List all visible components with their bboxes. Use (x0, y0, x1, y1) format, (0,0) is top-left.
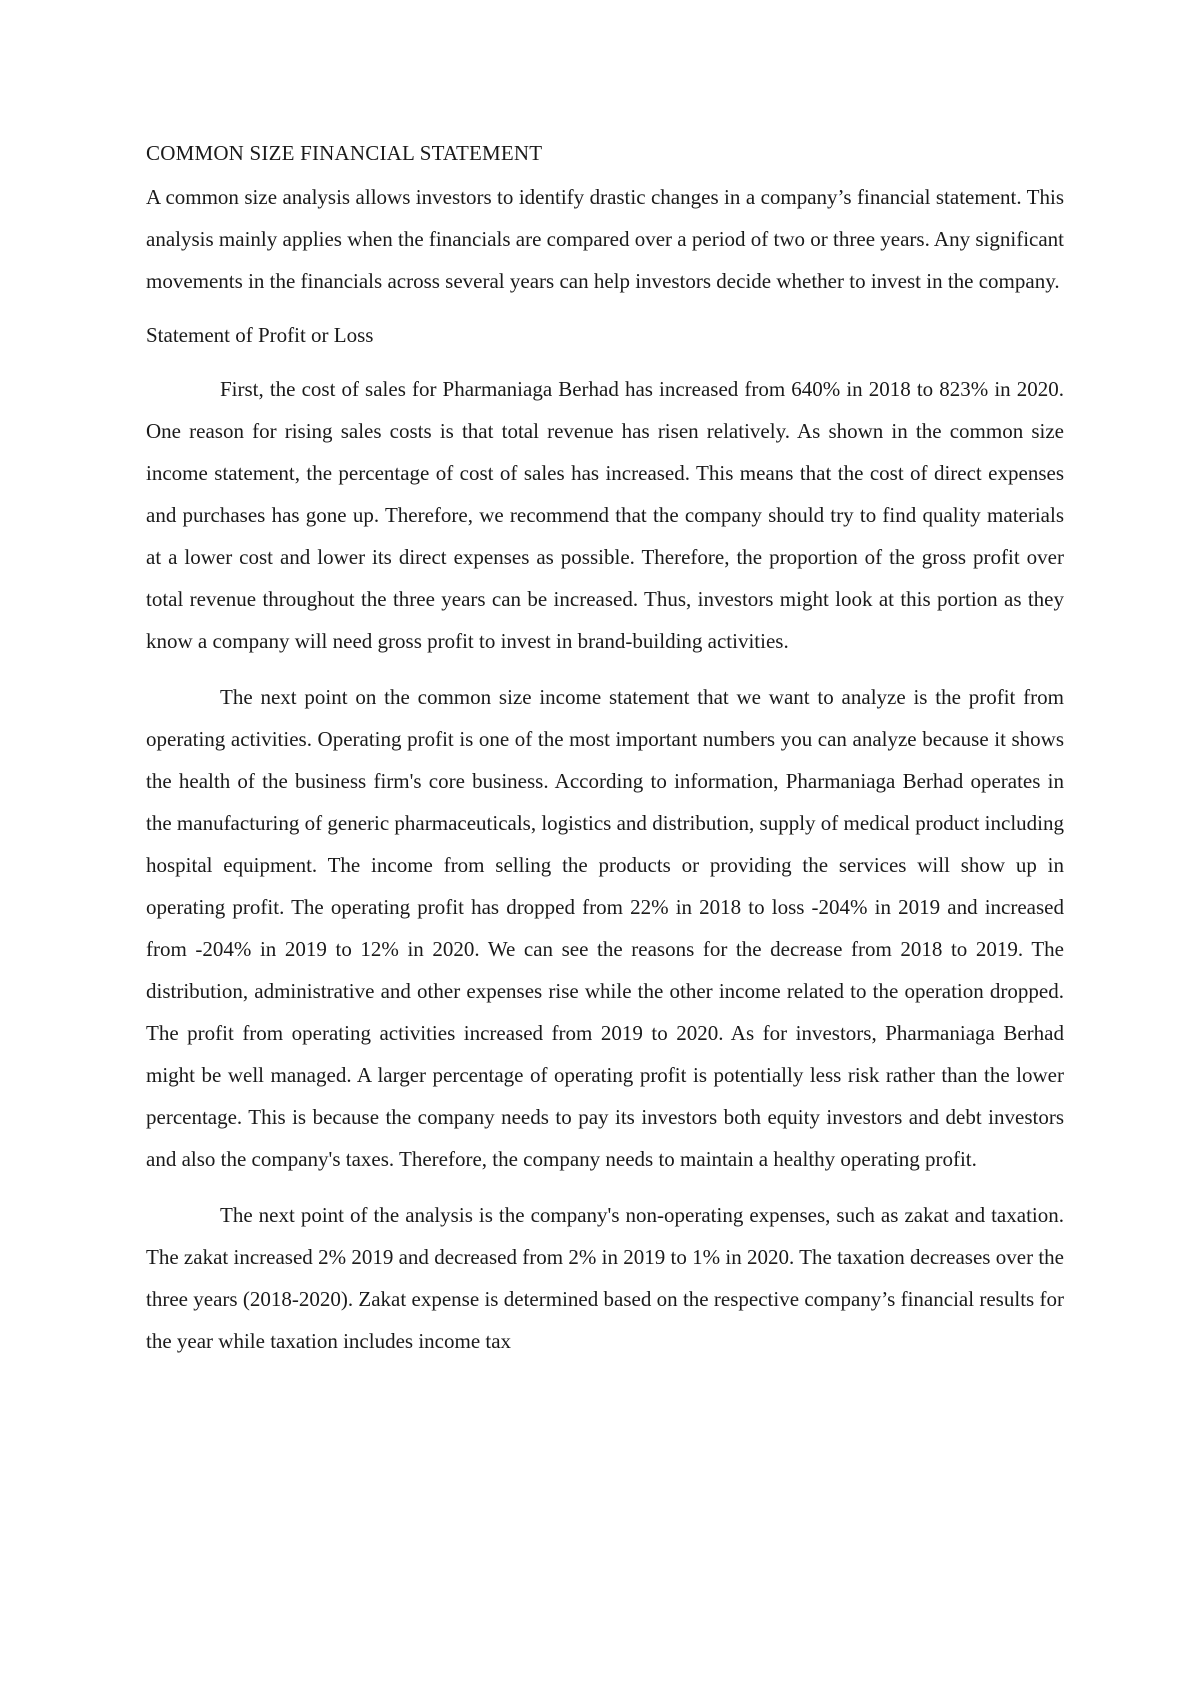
paragraph-non-operating-expenses: The next point of the analysis is the company's non-operating expenses, such as zakat and taxation. The zakat increased 2% 2019 and decreased from 2% in 2019 to 1% in 2020. The taxation decreases over the three years (2018-2020). Zakat expense is determined based on the respective company’s financial results for the year while taxation includes income tax (146, 1203, 1064, 1353)
document-page (146, 132, 1064, 1362)
paragraph-operating-profit: The next point on the common size income statement that we want to analyze is the profit from operating activities. Operating profit is one of the most important numbers you can analyze because it shows the health of the business firm's core business. According to information, Pharmaniaga Berhad operates in the manufacturing of generic pharmaceuticals, logistics and distribution, supply of medical product including hospital equipment. The income from selling the products or providing the services will show up in operating profit. The operating profit has dropped from 22% in 2018 to loss -204% in 2019 and increased from -204% in 2019 to 12% in 2020. We can see the reasons for the decrease from 2018 to 2019. The distribution, administrative and other expenses rise while the other income related to the operation dropped. The profit from operating activities increased from 2019 to 2020. As for investors, Pharmaniaga Berhad might be well managed. A larger percentage of operating profit is potentially less risk rather than the lower percentage. This is because the company needs to pay its investors both equity investors and debt investors and also the company's taxes. Therefore, the company needs to maintain a healthy operating profit. (146, 685, 1064, 1171)
paragraph-cost-of-sales: First, the cost of sales for Pharmaniaga Berhad has increased from 640% in 2018 to 823% in 2020. One reason for rising sales costs is that total revenue has risen relatively. As shown in the common size income statement, the percentage of cost of sales has increased. This means that the cost of direct expenses and purchases has gone up. Therefore, we recommend that the company should try to find quality materials at a lower cost and lower its direct expenses as possible. Therefore, the proportion of the gross profit over total revenue throughout the three years can be increased. Thus, investors might look at this portion as they know a company will need gross profit to invest in brand-building activities. (146, 377, 1064, 653)
intro-paragraph: A common size analysis allows investors to identify drastic changes in a company’s financial statement. This analysis mainly applies when the financials are compared over a period of two or three years. Any significant movements in the financials across several years can help investors decide whether to invest in the company. (146, 185, 1064, 293)
document-title: COMMON SIZE FINANCIAL STATEMENT (146, 141, 543, 165)
section-heading: Statement of Profit or Loss (146, 323, 374, 347)
